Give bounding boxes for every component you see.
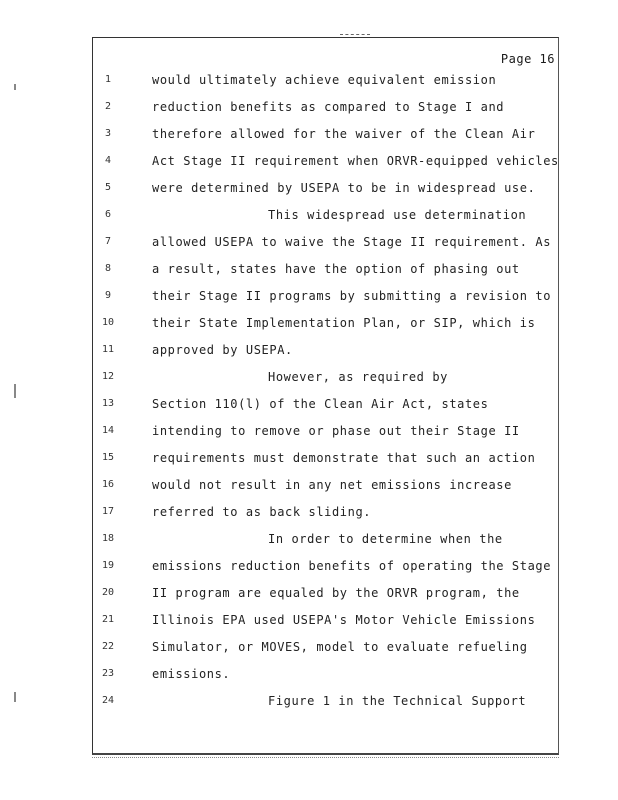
- line-number: 1: [104, 74, 112, 85]
- line-number: 7: [104, 236, 112, 247]
- bottom-scan-rule: [92, 757, 559, 758]
- line-number: 14: [101, 425, 115, 436]
- transcript-line: were determined by USEPA to be in widespread use.: [152, 181, 536, 195]
- scan-margin-mark: [14, 84, 16, 90]
- transcript-line: This widespread use determination: [268, 208, 527, 222]
- line-number: 17: [101, 506, 115, 517]
- transcript-line: Simulator, or MOVES, model to evaluate refueling: [152, 640, 528, 654]
- transcript-line: would not result in any net emissions increase: [152, 478, 512, 492]
- top-scan-mark: [340, 34, 370, 35]
- line-number: 3: [104, 128, 112, 139]
- line-number: 15: [101, 452, 115, 463]
- line-number: 20: [101, 587, 115, 598]
- transcript-line: therefore allowed for the waiver of the Clean Air: [152, 127, 536, 141]
- line-number: 4: [104, 155, 112, 166]
- line-number: 10: [101, 317, 115, 328]
- transcript-line: reduction benefits as compared to Stage I and: [152, 100, 505, 114]
- line-number: 21: [101, 614, 115, 625]
- line-number: 11: [101, 344, 115, 355]
- line-number: 23: [101, 668, 115, 679]
- scan-margin-mark: [14, 384, 16, 398]
- transcript-line: In order to determine when the: [268, 532, 503, 546]
- transcript-line: approved by USEPA.: [152, 343, 293, 357]
- line-number: 2: [104, 101, 112, 112]
- transcript-line: referred to as back sliding.: [152, 505, 372, 519]
- scan-margin-mark: [14, 692, 16, 702]
- transcript-line: Section 110(l) of the Clean Air Act, states: [152, 397, 489, 411]
- line-number: 18: [101, 533, 115, 544]
- line-number: 16: [101, 479, 115, 490]
- transcript-line: a result, states have the option of phasing out: [152, 262, 520, 276]
- transcript-line: II program are equaled by the ORVR program, the: [152, 586, 520, 600]
- line-number: 12: [101, 371, 115, 382]
- transcript-line: allowed USEPA to waive the Stage II requirement. As: [152, 235, 552, 249]
- transcript-line: would ultimately achieve equivalent emission: [152, 73, 497, 87]
- transcript-line: emissions reduction benefits of operating the Stage: [152, 559, 552, 573]
- line-number: 5: [104, 182, 112, 193]
- transcript-line: Illinois EPA used USEPA's Motor Vehicle Emissions: [152, 613, 536, 627]
- transcript-line: Figure 1 in the Technical Support: [268, 694, 527, 708]
- transcript-line: However, as required by: [268, 370, 448, 384]
- line-number: 19: [101, 560, 115, 571]
- transcript-line: their State Implementation Plan, or SIP, which is: [152, 316, 536, 330]
- line-number: 13: [101, 398, 115, 409]
- transcript-line: Act Stage II requirement when ORVR-equipped vehicles: [152, 154, 559, 168]
- transcript-line: emissions.: [152, 667, 231, 681]
- line-number: 9: [104, 290, 112, 301]
- line-number: 22: [101, 641, 115, 652]
- transcript-line: intending to remove or phase out their Stage II: [152, 424, 520, 438]
- line-number: 24: [101, 695, 115, 706]
- page-number: Page 16: [500, 52, 555, 66]
- line-number: 8: [104, 263, 112, 274]
- line-number: 6: [104, 209, 112, 220]
- transcript-line: their Stage II programs by submitting a revision to: [152, 289, 552, 303]
- transcript-line: requirements must demonstrate that such an action: [152, 451, 536, 465]
